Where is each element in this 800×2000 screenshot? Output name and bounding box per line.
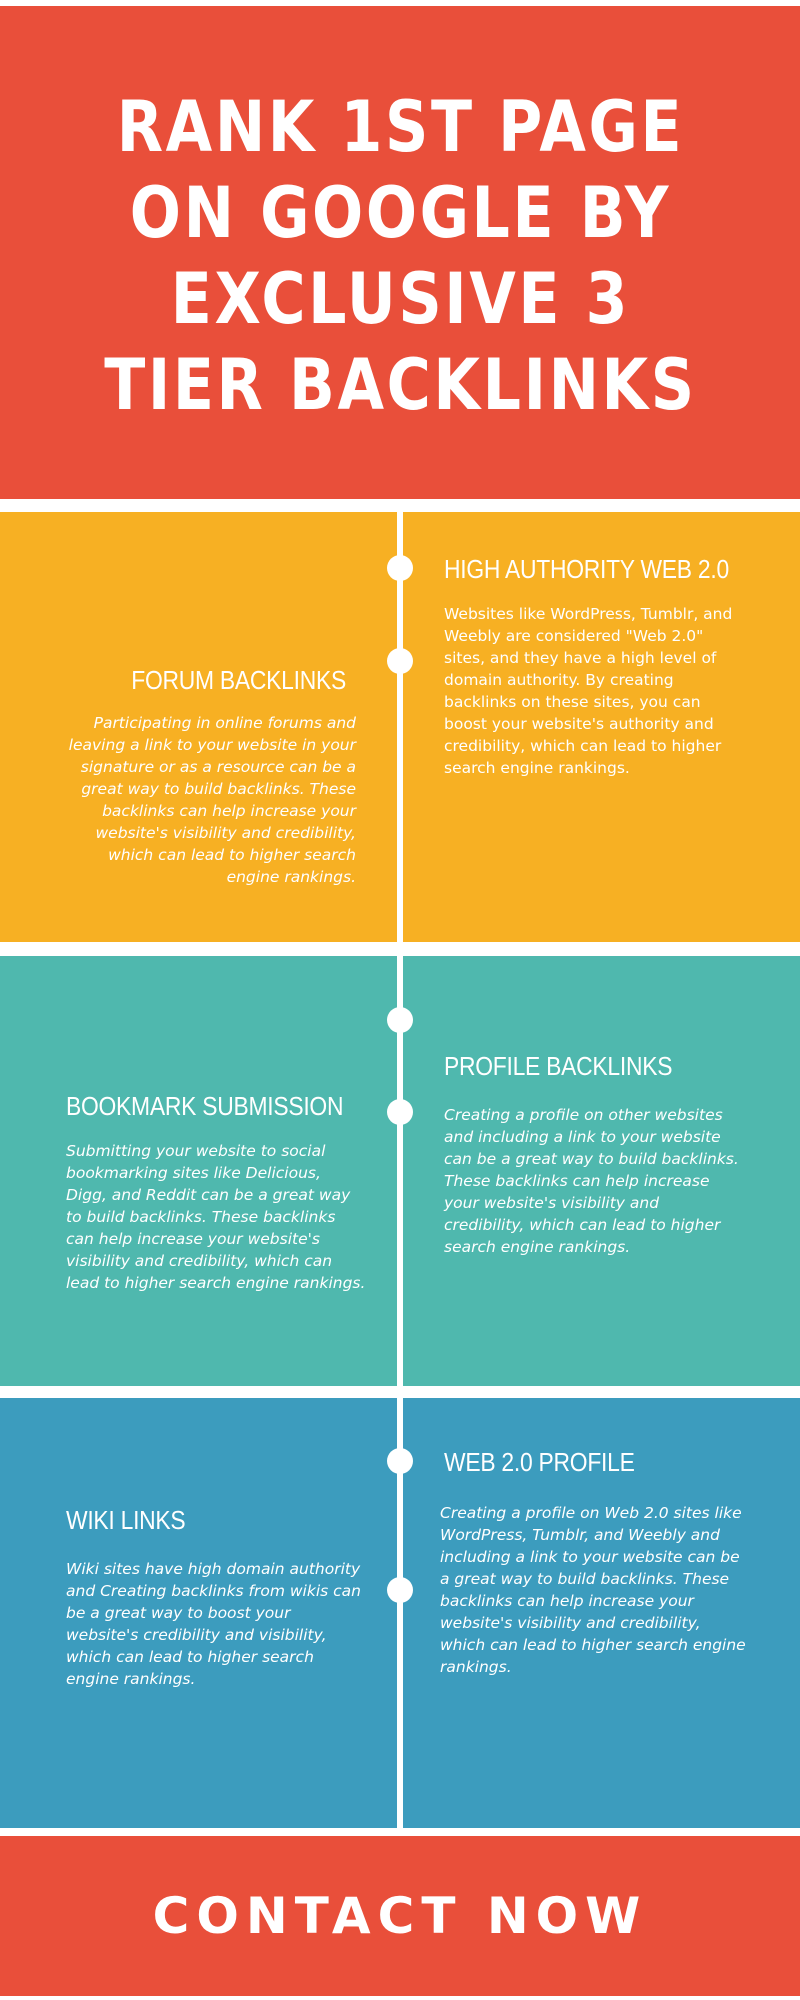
high-authority-web20-heading: HIGH AUTHORITY WEB 2.0 bbox=[444, 554, 729, 584]
bookmark-submission-text: Submitting your website to social bookmarking sites like Delicious, Digg, and Reddit can be a great way to build backlinks. These backlinks can help increase your website's visibility and credibility, which can lead to higher search engine rankings. bbox=[66, 1142, 366, 1292]
wiki-links-heading: WIKI LINKS bbox=[66, 1505, 186, 1535]
timeline-dot bbox=[387, 1577, 413, 1603]
web20-profile-heading: WEB 2.0 PROFILE bbox=[444, 1447, 635, 1477]
title-line: EXCLUSIVE 3 bbox=[170, 257, 630, 340]
contact-now-button[interactable]: CONTACT NOW bbox=[152, 1887, 648, 1945]
page-title bbox=[104, 78, 696, 428]
timeline-line bbox=[397, 512, 403, 1828]
footer-banner bbox=[0, 1836, 800, 1996]
timeline-dot bbox=[387, 648, 413, 674]
forum-backlinks-heading: FORUM BACKLINKS bbox=[131, 665, 346, 695]
high-authority-web20-text: Websites like WordPress, Tumblr, and Weebly are considered "Web 2.0" sites, and they have a high level of domain authority. By creating backlinks on these sites, you can boost your website's authority and credibility, which can lead to higher search engine rankings. bbox=[444, 605, 733, 777]
web20-profile-text: Creating a profile on Web 2.0 sites like WordPress, Tumblr, and Weebly and including a link to your website can be a great way to build backlinks. These backlinks can help increase your website's visibility and credibility, which can lead to higher search engine rankings. bbox=[440, 1504, 746, 1676]
bookmark-submission-heading: BOOKMARK SUBMISSION bbox=[66, 1091, 344, 1121]
title-line: RANK 1ST PAGE bbox=[116, 85, 684, 168]
title-line: TIER BACKLINKS bbox=[103, 343, 697, 426]
timeline-dot bbox=[387, 1099, 413, 1125]
profile-backlinks-text: Creating a profile on other websites and including a link to your website can be a great way to build backlinks. These backlinks can help increase your website's visibility and credibility, which can lead to higher search engine rankings. bbox=[444, 1106, 739, 1256]
timeline-dot bbox=[387, 1007, 413, 1033]
profile-backlinks-heading: PROFILE BACKLINKS bbox=[444, 1051, 673, 1081]
wiki-links-text: Wiki sites have high domain authority and Creating backlinks from wikis can be a great way to boost your website's credibility and visibility, which can lead to higher search engine rankings. bbox=[66, 1560, 361, 1688]
title-line: ON GOOGLE BY bbox=[129, 171, 671, 254]
timeline-dot bbox=[387, 555, 413, 581]
forum-backlinks-text: Participating in online forums and leaving a link to your website in your signature or as a resource can be a great way to build backlinks. These backlinks can help increase your website's visibility and credibility, which can lead to higher search engine rankings. bbox=[68, 714, 356, 886]
timeline-dot bbox=[387, 1448, 413, 1474]
header-banner bbox=[0, 6, 800, 499]
